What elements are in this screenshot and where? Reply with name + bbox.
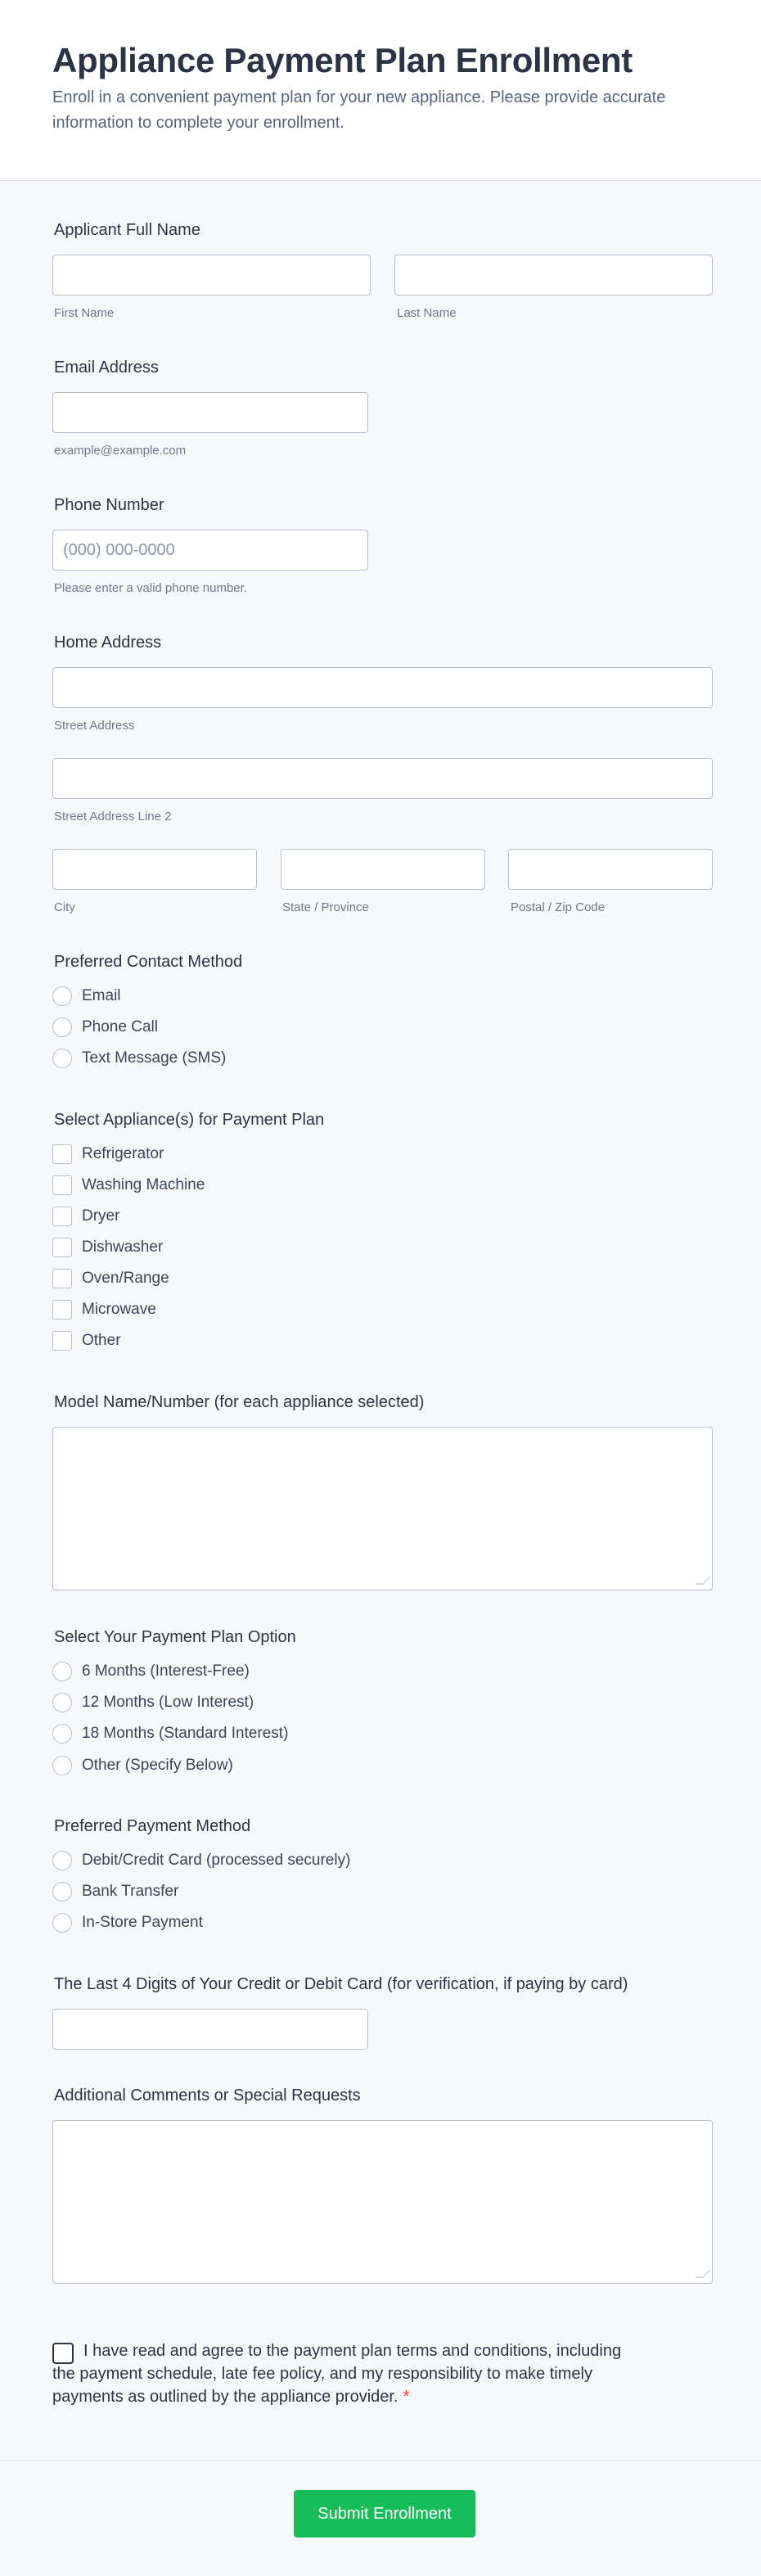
option-label: Email bbox=[82, 987, 121, 1004]
payment-option-in-store[interactable] bbox=[52, 1911, 203, 1934]
option-label: Refrigerator bbox=[82, 1145, 164, 1162]
footer-divider bbox=[0, 2460, 761, 2461]
card-digits-input[interactable] bbox=[52, 2009, 368, 2050]
radio-button[interactable] bbox=[52, 1756, 72, 1775]
option-label: Phone Call bbox=[82, 1018, 158, 1035]
appliance-option-oven-range[interactable] bbox=[52, 1267, 169, 1290]
checkbox[interactable] bbox=[52, 1300, 72, 1320]
plan-option-label: Select Your Payment Plan Option bbox=[54, 1628, 296, 1646]
appliance-option-dishwasher[interactable] bbox=[52, 1236, 163, 1259]
payment-option-card[interactable] bbox=[52, 1849, 350, 1872]
agreement-text bbox=[52, 2339, 625, 2408]
contact-method-label: Preferred Contact Method bbox=[54, 953, 243, 971]
model-textarea[interactable] bbox=[52, 1427, 713, 1590]
payment-option-bank-transfer[interactable] bbox=[52, 1880, 178, 1903]
plan-option-12-months[interactable] bbox=[52, 1691, 254, 1714]
option-label: Debit/Credit Card (processed securely) bbox=[82, 1852, 351, 1869]
form-header bbox=[0, 0, 761, 181]
appliance-option-dryer[interactable] bbox=[52, 1205, 119, 1228]
option-label: Bank Transfer bbox=[82, 1883, 179, 1900]
street-address-line2-input[interactable] bbox=[52, 758, 713, 799]
option-label: Dishwasher bbox=[82, 1238, 164, 1256]
email-label: Email Address bbox=[54, 359, 159, 377]
option-label: 12 Months (Low Interest) bbox=[82, 1694, 254, 1711]
checkbox[interactable] bbox=[52, 1207, 72, 1226]
option-label: Microwave bbox=[82, 1301, 156, 1318]
submit-button[interactable]: Submit Enrollment bbox=[294, 2490, 475, 2538]
option-label: Dryer bbox=[82, 1207, 120, 1225]
radio-button[interactable] bbox=[52, 1049, 72, 1068]
payment-method-label: Preferred Payment Method bbox=[54, 1817, 251, 1835]
full-name-label: Applicant Full Name bbox=[54, 221, 200, 239]
form-title: Appliance Payment Plan Enrollment bbox=[52, 41, 633, 79]
address-label: Home Address bbox=[54, 634, 162, 652]
comments-textarea[interactable] bbox=[52, 2120, 713, 2284]
last-name-input[interactable] bbox=[394, 255, 713, 295]
street-address-line2-sublabel: Street Address Line 2 bbox=[54, 810, 172, 823]
zip-sublabel: Postal / Zip Code bbox=[511, 900, 606, 914]
radio-button[interactable] bbox=[52, 1693, 72, 1712]
zip-input[interactable] bbox=[508, 849, 713, 890]
plan-option-18-months[interactable] bbox=[52, 1722, 288, 1745]
appliances-label: Select Appliance(s) for Payment Plan bbox=[54, 1111, 325, 1129]
first-name-sublabel: First Name bbox=[54, 306, 115, 320]
appliance-option-other[interactable] bbox=[52, 1329, 121, 1352]
option-label: Other (Specify Below) bbox=[82, 1757, 233, 1774]
radio-button[interactable] bbox=[52, 1724, 72, 1744]
model-label: Model Name/Number (for each appliance selected) bbox=[54, 1393, 425, 1411]
phone-label: Phone Number bbox=[54, 496, 164, 514]
state-sublabel: State / Province bbox=[282, 900, 369, 914]
option-label: 6 Months (Interest-Free) bbox=[82, 1662, 250, 1680]
checkbox[interactable] bbox=[52, 1331, 72, 1351]
appliance-option-microwave[interactable] bbox=[52, 1298, 156, 1321]
contact-option-email[interactable] bbox=[52, 985, 121, 1008]
contact-option-sms[interactable] bbox=[52, 1047, 226, 1070]
option-label: Other bbox=[82, 1332, 121, 1349]
plan-option-other[interactable] bbox=[52, 1754, 233, 1777]
appliance-option-washing-machine[interactable] bbox=[52, 1174, 205, 1197]
option-label: In-Store Payment bbox=[82, 1914, 203, 1931]
comments-label: Additional Comments or Special Requests bbox=[54, 2087, 361, 2105]
email-input[interactable] bbox=[52, 392, 368, 433]
form-subtitle: Enroll in a convenient payment plan for your new appliance. Please provide accurate information to complete your enrollment. bbox=[52, 88, 666, 132]
email-sublabel: example@example.com bbox=[54, 444, 187, 458]
phone-sublabel: Please enter a valid phone number. bbox=[54, 581, 247, 595]
card-digits-label: The Last 4 Digits of Your Credit or Debit Card (for verification, if paying by card) bbox=[54, 1975, 628, 1993]
city-sublabel: City bbox=[54, 900, 75, 914]
appliance-option-refrigerator[interactable] bbox=[52, 1143, 164, 1166]
state-input[interactable] bbox=[281, 849, 485, 890]
checkbox[interactable] bbox=[52, 1269, 72, 1288]
contact-option-phone[interactable] bbox=[52, 1016, 158, 1039]
checkbox[interactable] bbox=[52, 1238, 72, 1257]
agreement-label: I have read and agree to the payment plan terms and conditions, including the payment schedule, late fee policy, and my responsibility to make timely payments as outlined by the appliance provider. bbox=[52, 2342, 622, 2406]
option-label: Text Message (SMS) bbox=[82, 1049, 227, 1067]
checkbox[interactable] bbox=[52, 1144, 72, 1164]
required-asterisk: * bbox=[403, 2388, 410, 2406]
city-input[interactable] bbox=[52, 849, 257, 890]
radio-button[interactable] bbox=[52, 1017, 72, 1037]
radio-button[interactable] bbox=[52, 1882, 72, 1902]
radio-button[interactable] bbox=[52, 986, 72, 1006]
radio-button[interactable] bbox=[52, 1913, 72, 1933]
street-address-sublabel: Street Address bbox=[54, 719, 135, 733]
last-name-sublabel: Last Name bbox=[397, 306, 457, 320]
first-name-input[interactable] bbox=[52, 255, 371, 295]
plan-option-6-months[interactable] bbox=[52, 1660, 250, 1683]
radio-button[interactable] bbox=[52, 1662, 72, 1681]
street-address-input[interactable] bbox=[52, 667, 713, 708]
option-label: Oven/Range bbox=[82, 1270, 169, 1287]
phone-input[interactable] bbox=[52, 530, 368, 571]
option-label: 18 Months (Standard Interest) bbox=[82, 1725, 289, 1742]
option-label: Washing Machine bbox=[82, 1176, 205, 1193]
checkbox[interactable] bbox=[52, 1175, 72, 1195]
radio-button[interactable] bbox=[52, 1851, 72, 1870]
